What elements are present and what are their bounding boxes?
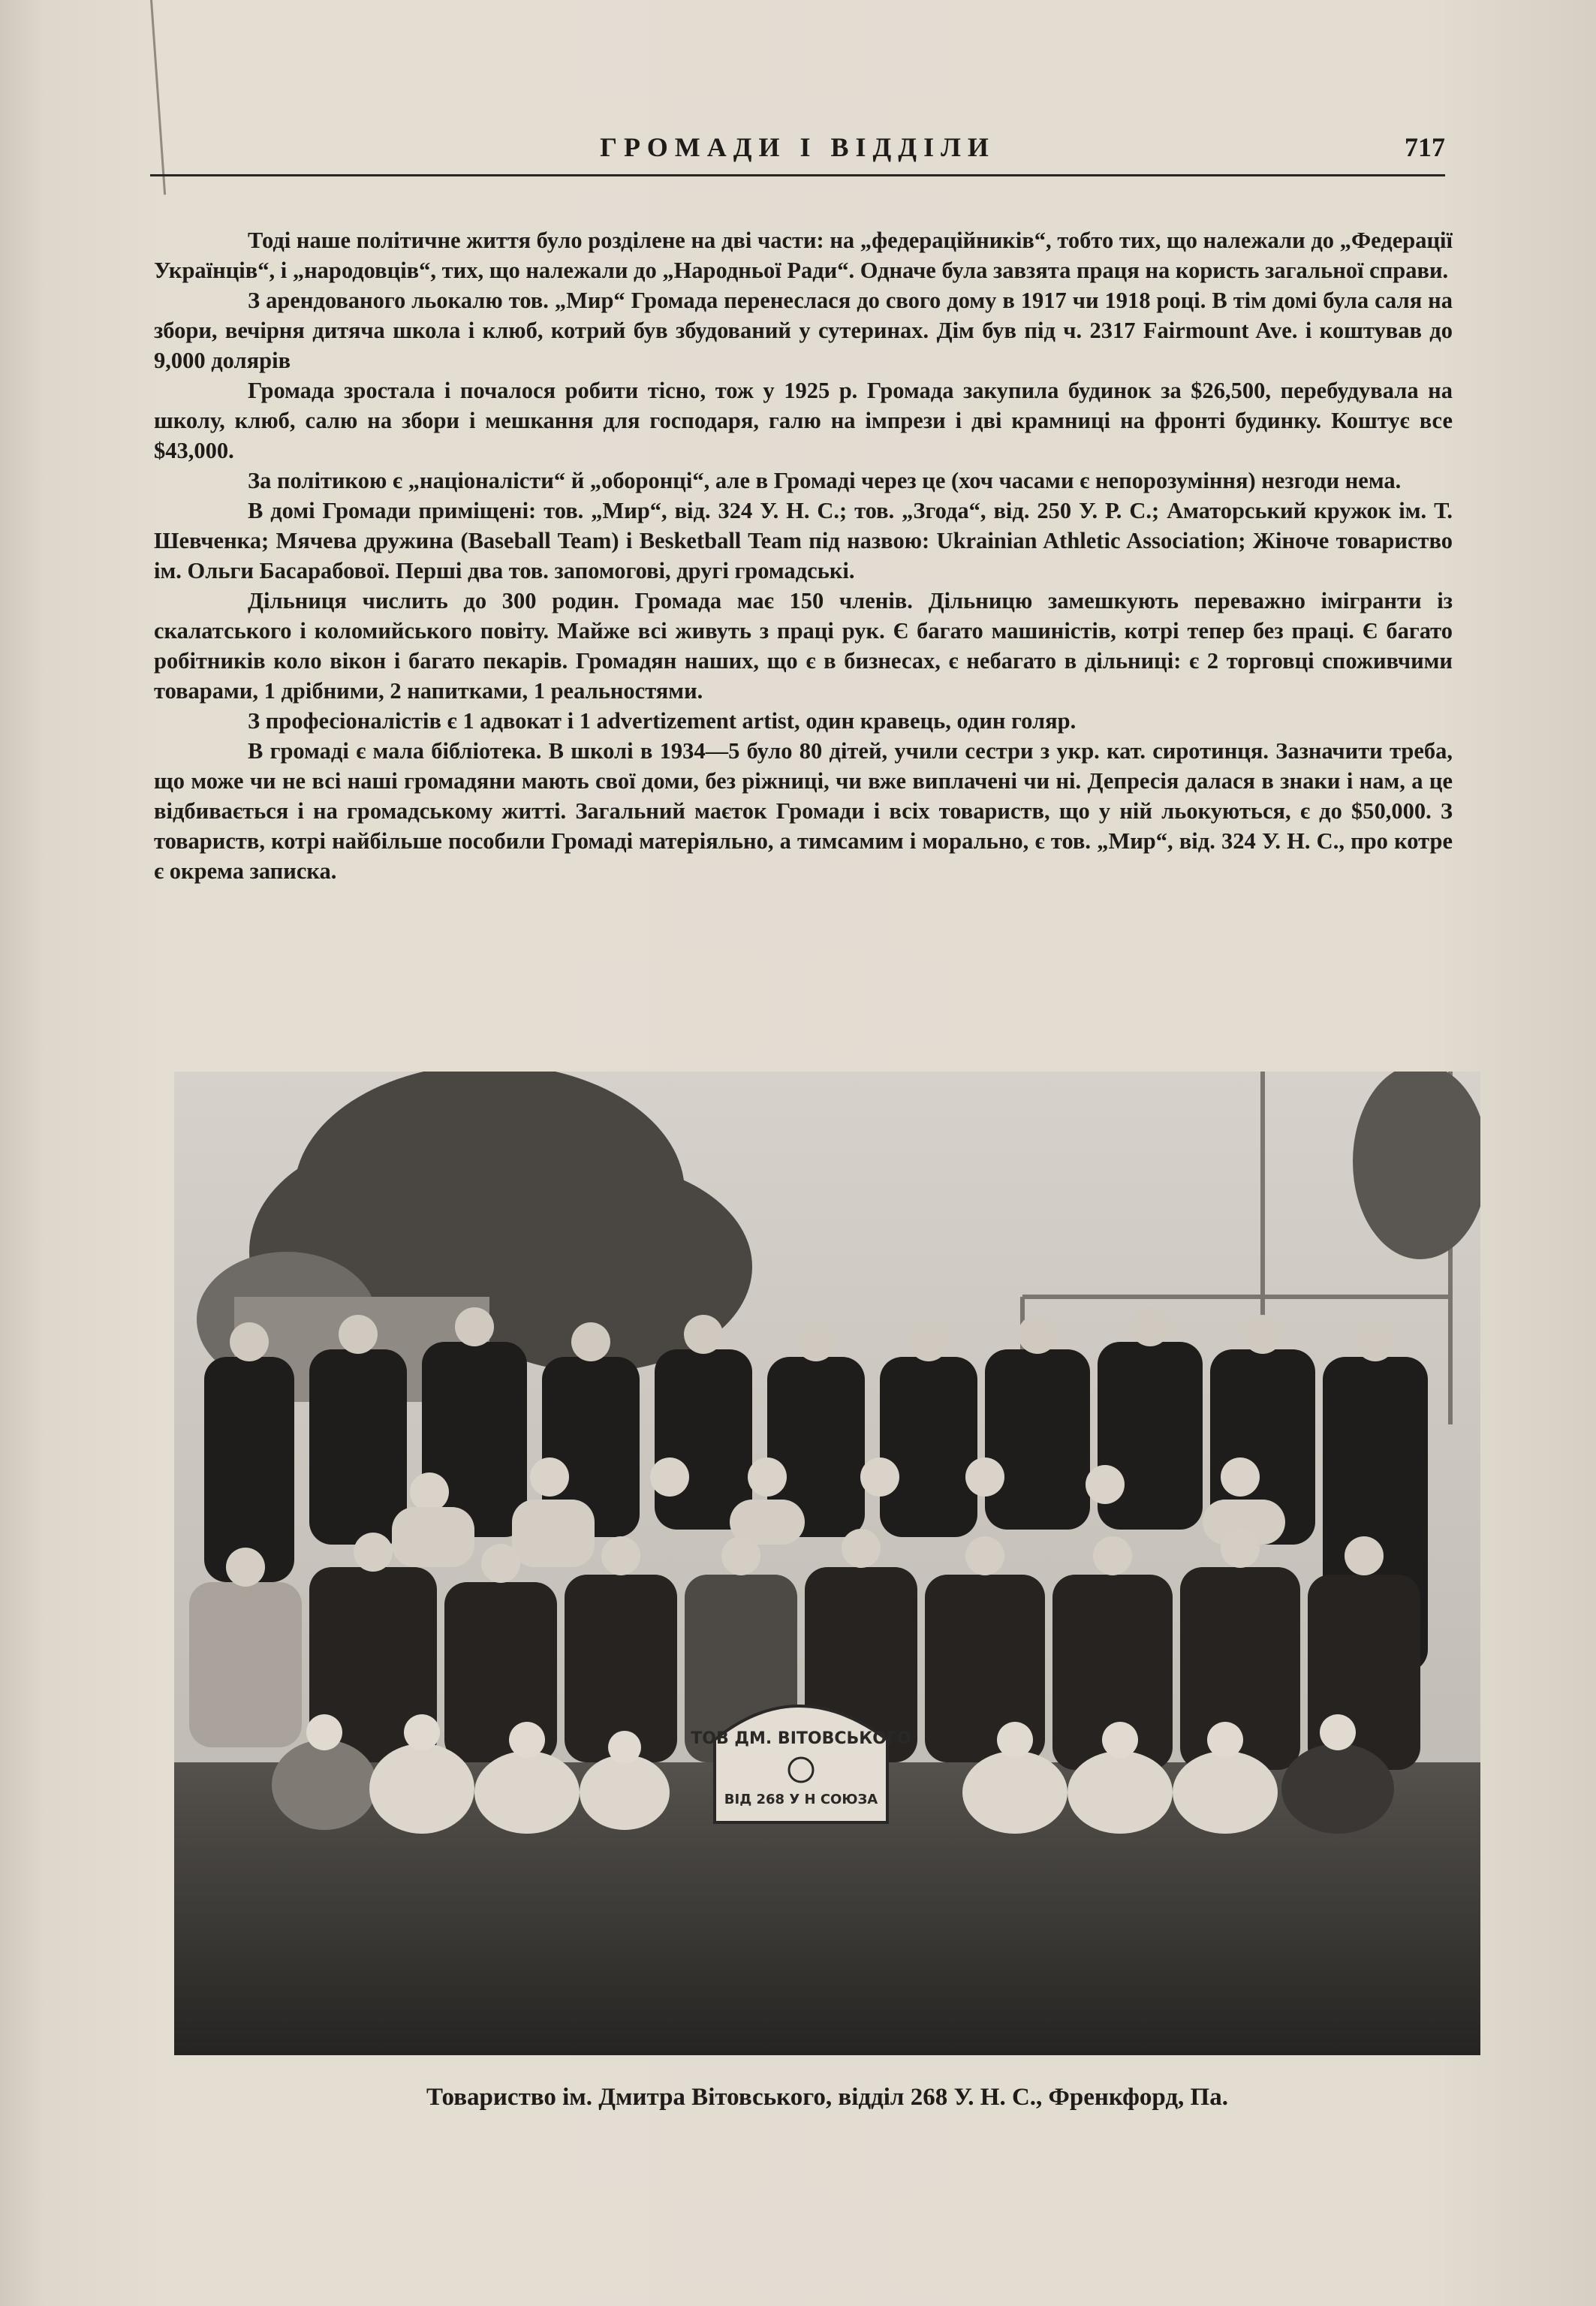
- page-number: 717: [1405, 132, 1445, 162]
- paragraph: За політикою є „націоналісти“ й „оборонці“, але в Громаді через це (хоч часами є непорозуміння) незгоди нема.: [248, 468, 1402, 493]
- paragraph: З арендованого льокалю тов. „Мир“ Громада перенеслася до свого дому в 1917 чи 1918 році. В тім домі була саля на збори, вечірня дитяча школа і клюб, котрий був збудований у сутеринах. Дім був під ч. 2317 Fairmount Ave. і коштував до 9,000 долярів: [154, 288, 1453, 373]
- running-title: ГРОМАДИ І ВІДДІЛИ: [600, 132, 995, 162]
- paragraph: З професіоналістів є 1 адвокат і 1 advertizement artist, один кравець, один голяр.: [248, 708, 1077, 734]
- body-text: [154, 225, 1453, 886]
- paragraph: В громаді є мала бібліотека. В школі в 1934—5 було 80 дітей, учили сестри з укр. кат. сиротинця. Зазначити треба, що може чи не всі наші громадяни мають свої доми, без ріжниці, чи вже виплачені чи ні. Депресія далася в знаки і нам, а це відбивається і на громадському житті. Загальний маєток Громади і всіх товариств, що у ній льокуються, є до $50,000. З товариств, котрі найбільше пособили Громаді матеріяльно, а тимсамим і морально, є тов. „Мир“, від. 324 У. Н. С., про котре є окрема записка.: [154, 738, 1453, 884]
- sign-line-2: ВІД 268 У Н СОЮЗА: [724, 1792, 878, 1807]
- header-rule: [150, 174, 1445, 176]
- paragraph: Тоді наше політичне життя було розділене на дві части: на „федераційників“, тобто тих, що належали до „Федерації Українців“, і „народовців“, тих, що належали до „Народньої Ради“. Одначе була завзята праця на користь загальної справи.: [154, 228, 1453, 283]
- running-head: [150, 131, 1445, 176]
- paragraph: Громада зростала і почалося робити тісно, тож у 1925 р. Громада закупила будинок за $26,500, перебудувала на школу, клюб, салю на збори і мешкання для господаря, галю на імпрези і дві крамниці на фронті будинку. Коштує все $43,000.: [154, 378, 1453, 463]
- group-photo-drawing: [174, 1072, 1480, 2055]
- paragraph: Дільниця числить до 300 родин. Громада має 150 членів. Дільницю замешкують переважно імігранти із скалатського і коломийського повіту. Майже всі живуть з праці рук. Є багато машиністів, котрі тепер без праці. Є багато робітників коло вікон і багато пекарів. Громадян наших, що є в бизнесах, є небагато в дільниці: є 2 торговці споживчими товарами, 1 дрібними, 2 напитками, 1 реальностями.: [154, 588, 1453, 704]
- paragraph: В домі Громади приміщені: тов. „Мир“, від. 324 У. Н. С.; тов. „Згода“, від. 250 У. Р. С.; Аматорський кружок ім. Т. Шевченка; Мячева дружина (Baseball Team) і Besketball Team під назвою: Ukrainian Athletic Association; Жіноче товариство ім. Ольги Басарабової. Перші два тов. запомогові, другі громадські.: [154, 498, 1453, 583]
- photo-caption: Товариство ім. Дмитра Вітовського, відділ 268 У. Н. С., Френкфорд, Па.: [426, 2084, 1228, 2111]
- group-photo: [174, 1072, 1480, 2055]
- sign-line-1: ТОВ ДМ. ВІТОВСЬКОГО: [691, 1729, 911, 1748]
